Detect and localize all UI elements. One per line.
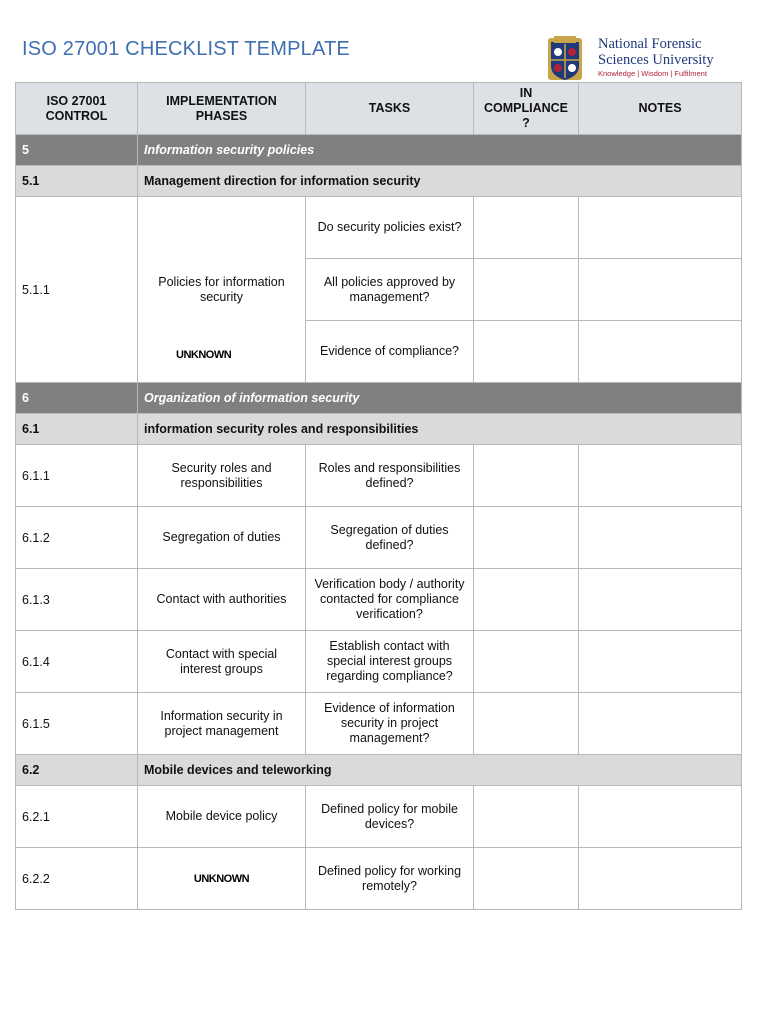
phase-cell: Segregation of duties <box>138 507 306 569</box>
page-title: ISO 27001 CHECKLIST TEMPLATE <box>22 38 350 60</box>
table-row <box>16 786 742 848</box>
header-notes: NOTES <box>579 83 742 135</box>
checklist-table <box>15 82 742 910</box>
university-logo <box>546 30 746 86</box>
compliance-cell[interactable] <box>474 445 579 507</box>
compliance-cell[interactable] <box>474 786 579 848</box>
unknown-marker: UNKNOWN <box>176 349 232 361</box>
subsection-title: information security roles and responsibilities <box>138 414 742 445</box>
notes-cell[interactable] <box>579 786 742 848</box>
notes-cell[interactable] <box>579 693 742 755</box>
phase-cell: Contact with authorities <box>138 569 306 631</box>
subsection-row <box>16 166 742 197</box>
phase-cell: Information security in project management <box>138 693 306 755</box>
control-code: 6.2.1 <box>16 786 138 848</box>
phase-cell: Contact with special interest groups <box>138 631 306 693</box>
notes-cell[interactable] <box>579 507 742 569</box>
compliance-cell[interactable] <box>474 693 579 755</box>
subsection-code: 6.1 <box>16 414 138 445</box>
subsection-title: Mobile devices and teleworking <box>138 755 742 786</box>
task-cell: Do security policies exist? <box>306 197 474 259</box>
task-cell: Evidence of compliance? <box>306 321 474 383</box>
subsection-row <box>16 755 742 786</box>
table-row <box>16 507 742 569</box>
notes-cell[interactable] <box>579 321 742 383</box>
phase-cell: Security roles and responsibilities <box>138 445 306 507</box>
compliance-cell[interactable] <box>474 848 579 910</box>
control-code: 6.2.2 <box>16 848 138 910</box>
header-row <box>16 83 742 135</box>
control-code: 6.1.3 <box>16 569 138 631</box>
compliance-cell[interactable] <box>474 507 579 569</box>
phase-cell <box>138 848 306 910</box>
section-row <box>16 383 742 414</box>
table-row <box>16 445 742 507</box>
notes-cell[interactable] <box>579 569 742 631</box>
control-code: 6.1.5 <box>16 693 138 755</box>
university-tagline: Knowledge | Wisdom | Fulfilment <box>598 69 707 78</box>
task-cell: All policies approved by management? <box>306 259 474 321</box>
unknown-marker: UNKNOWN <box>193 872 250 885</box>
crest-icon <box>546 32 584 82</box>
subsection-code: 5.1 <box>16 166 138 197</box>
compliance-cell[interactable] <box>474 197 579 259</box>
task-cell: Defined policy for mobile devices? <box>306 786 474 848</box>
subsection-title: Management direction for information security <box>138 166 742 197</box>
subsection-row <box>16 414 742 445</box>
notes-cell[interactable] <box>579 848 742 910</box>
phase-cell <box>138 197 306 383</box>
table-row <box>16 197 742 259</box>
control-code: 6.1.2 <box>16 507 138 569</box>
control-code: 6.1.1 <box>16 445 138 507</box>
section-title: Organization of information security <box>138 383 742 414</box>
control-code: 6.1.4 <box>16 631 138 693</box>
table-row <box>16 693 742 755</box>
phase-text: Policies for information security <box>158 275 285 304</box>
header-control: ISO 27001 CONTROL <box>16 83 138 135</box>
section-code: 6 <box>16 383 138 414</box>
notes-cell[interactable] <box>579 445 742 507</box>
university-name: National Forensic Sciences University <box>598 36 714 68</box>
header-tasks: TASKS <box>306 83 474 135</box>
notes-cell[interactable] <box>579 631 742 693</box>
task-cell: Defined policy for working remotely? <box>306 848 474 910</box>
table-row <box>16 631 742 693</box>
control-code: 5.1.1 <box>16 197 138 383</box>
header-phases: IMPLEMENTATION PHASES <box>138 83 306 135</box>
subsection-code: 6.2 <box>16 755 138 786</box>
task-cell: Evidence of information security in project management? <box>306 693 474 755</box>
table-row <box>16 848 742 910</box>
compliance-cell[interactable] <box>474 321 579 383</box>
compliance-cell[interactable] <box>474 259 579 321</box>
task-cell: Verification body / authority contacted for compliance verification? <box>306 569 474 631</box>
task-cell: Establish contact with special interest groups regarding compliance? <box>306 631 474 693</box>
phase-cell: Mobile device policy <box>138 786 306 848</box>
section-row <box>16 135 742 166</box>
notes-cell[interactable] <box>579 259 742 321</box>
header-compliance: IN COMPLIANCE ? <box>474 83 579 135</box>
task-cell: Roles and responsibilities defined? <box>306 445 474 507</box>
table-row <box>16 569 742 631</box>
compliance-cell[interactable] <box>474 631 579 693</box>
section-title: Information security policies <box>138 135 742 166</box>
notes-cell[interactable] <box>579 197 742 259</box>
section-code: 5 <box>16 135 138 166</box>
compliance-cell[interactable] <box>474 569 579 631</box>
task-cell: Segregation of duties defined? <box>306 507 474 569</box>
